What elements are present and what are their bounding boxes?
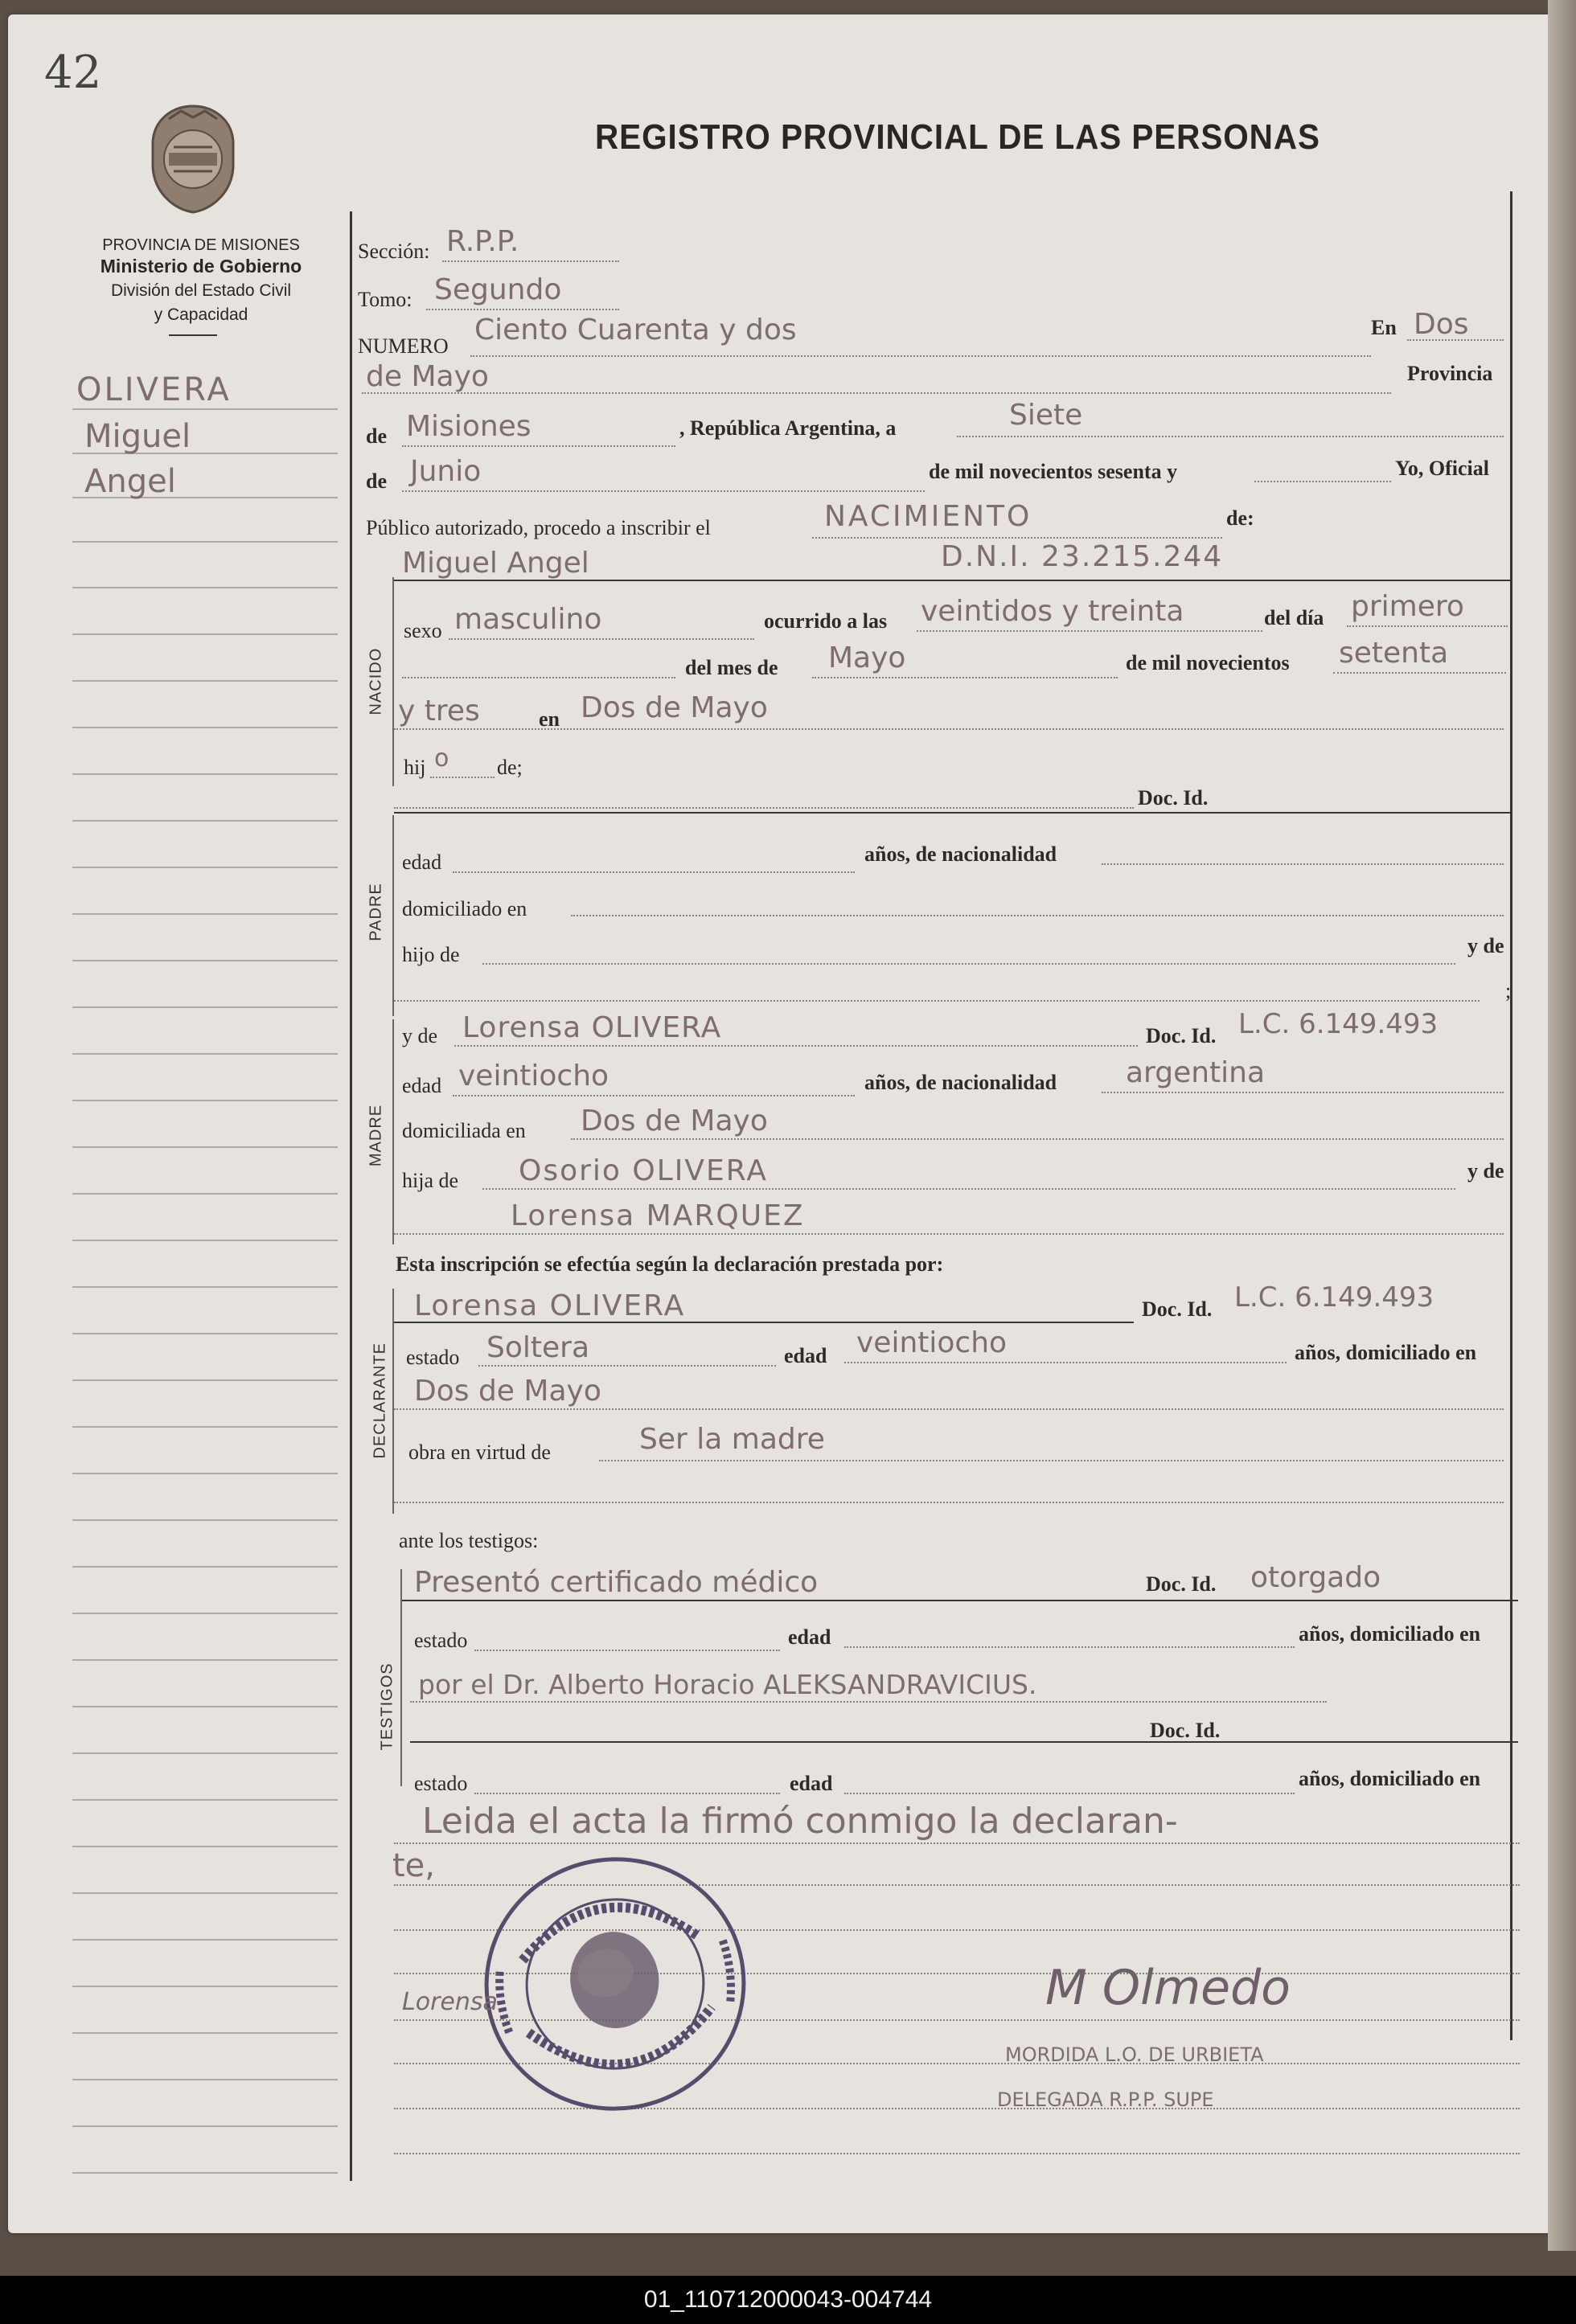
madre-nombre-value: Lorensa OLIVERA (462, 1011, 722, 1044)
oficial-signature: M Olmedo (1045, 1960, 1291, 2016)
en-value: Dos (1414, 308, 1469, 341)
madre-doc-value: L.C. 6.149.493 (1238, 1008, 1439, 1040)
hij-label: hij (404, 756, 426, 779)
inscripcion-label: Esta inscripción se efectúa según la declaración prestada por: (396, 1252, 944, 1276)
declarante-edad-label: edad (784, 1344, 827, 1367)
dia-value: primero (1351, 590, 1464, 623)
declarante-doc-id-label: Doc. Id. (1142, 1297, 1213, 1321)
numero-value: Ciento Cuarenta y dos (474, 314, 797, 346)
testigo2-estado-label: estado (414, 1772, 468, 1795)
anio-value-cont: y tres (398, 695, 480, 728)
declarante-edad-value: veintiocho (856, 1326, 1008, 1359)
declarante-estado-value: Soltera (486, 1331, 590, 1364)
de-label-1: de (366, 424, 387, 448)
margin-second-name: Angel (84, 463, 176, 500)
tomo-label: Tomo: (358, 288, 412, 311)
sexo-value: masculino (454, 603, 602, 636)
provincia-value: Misiones (406, 410, 531, 443)
padre-hijo-de-label: hijo de (402, 943, 460, 966)
madre-nacionalidad-label: años, de nacionalidad (864, 1071, 1057, 1094)
testigo1-rule (402, 1600, 1518, 1601)
testigo2-doc-id-label: Doc. Id. (1150, 1719, 1221, 1742)
padre-nacionalidad-label: años, de nacionalidad (864, 842, 1057, 866)
declarante-doc-value: L.C. 6.149.493 (1234, 1281, 1434, 1314)
register-page (8, 14, 1556, 2233)
page-number: 42 (44, 47, 102, 99)
madre-doc-id-label: Doc. Id. (1146, 1024, 1217, 1047)
madre-y-de-label: y de (402, 1024, 438, 1047)
nacido-doc-id-label: Doc. Id. (1138, 786, 1209, 810)
testigo2-edad-label: edad (790, 1772, 833, 1795)
padre-semicolon: ; (1505, 979, 1512, 1002)
madre-y-de-label-2: y de (1467, 1159, 1504, 1182)
de-colon-label: de: (1226, 506, 1254, 530)
madre-edad-label: edad (402, 1074, 442, 1097)
testigo1-cont-value: por el Dr. Alberto Horacio ALEKSANDRAVICIUS. (418, 1669, 1037, 1700)
madre-nacionalidad-value: argentina (1126, 1056, 1266, 1089)
testigo1-domiciliado-label: años, domiciliado en (1299, 1622, 1481, 1646)
padre-bracket (392, 815, 394, 1016)
de-semicolon-label: de; (497, 756, 523, 779)
madre-domiciliada-label: domiciliada en (402, 1119, 526, 1142)
testigos-bracket (400, 1569, 402, 1786)
testigo1-doc-value: otorgado (1250, 1561, 1381, 1594)
ante-testigos-label: ante los testigos: (399, 1529, 539, 1552)
abuelo-value: Osorio OLIVERA (519, 1154, 768, 1187)
padre-y-de-label: y de (1467, 934, 1504, 957)
image-filename: 01_110712000043-004744 (0, 2276, 1576, 2324)
declarante-section-label: DECLARANTE (371, 1342, 389, 1459)
abuela-value: Lorensa MARQUEZ (511, 1199, 805, 1232)
padre-edad-label: edad (402, 850, 442, 874)
nombre-value: Miguel Angel (402, 547, 589, 580)
header-rule (169, 334, 217, 336)
cierre-line2: te, (392, 1847, 436, 1884)
obra-label: obra en virtud de (408, 1441, 551, 1464)
del-mes-label: del mes de (685, 656, 778, 679)
testigo2-rule (410, 1741, 1518, 1743)
mil-novecientos-label: de mil novecientos (1126, 651, 1290, 674)
margin-first-name: Miguel (84, 418, 191, 455)
page-edge (1548, 0, 1576, 2251)
main-right-border (1510, 191, 1512, 2040)
hora-value: veintidos y treinta (921, 595, 1184, 628)
fecha-dia-value: Siete (1009, 399, 1083, 432)
declarante-domiciliado-label: años, domiciliado en (1295, 1341, 1477, 1364)
declarante-signature: Lorensa (402, 1988, 498, 2016)
obra-value: Ser la madre (639, 1423, 825, 1456)
mil-sesenta-label: de mil novecientos sesenta y (929, 460, 1178, 483)
fecha-mes-value: Junio (410, 455, 482, 488)
del-dia-label: del día (1264, 606, 1324, 629)
provincia-label: Provincia (1407, 362, 1493, 385)
madre-bracket (392, 1019, 394, 1244)
yo-oficial-label: Yo, Oficial (1395, 457, 1489, 480)
oficial-nombre-1: MORDIDA L.O. DE URBIETA (1005, 2043, 1264, 2066)
seccion-value: R.P.P. (446, 225, 519, 258)
province-label: PROVINCIA DE MISIONES (102, 236, 300, 254)
de-label-2: de (366, 469, 387, 493)
padre-domiciliado-label: domiciliado en (402, 897, 527, 920)
declarante-estado-label: estado (406, 1346, 460, 1369)
official-stamp-icon (462, 1834, 770, 2134)
seccion-label: Sección: (358, 240, 430, 263)
acto-value: NACIMIENTO (824, 500, 1032, 533)
declarante-domicilio-value: Dos de Mayo (414, 1375, 601, 1408)
tomo-value: Segundo (434, 273, 562, 306)
declarante-nombre-value: Lorensa OLIVERA (414, 1289, 686, 1322)
cierre-line1: Leida el acta la firmó conmigo la declaran- (422, 1801, 1178, 1842)
nacido-top-rule (394, 580, 1510, 581)
provincial-seal-icon (145, 103, 241, 215)
madre-edad-value: veintiocho (458, 1060, 609, 1092)
mes-value: Mayo (828, 641, 906, 674)
anio-value: setenta (1339, 637, 1449, 670)
padre-section-label: PADRE (367, 883, 385, 941)
republica-label: , República Argentina, a (679, 416, 897, 440)
ocurrido-label: ocurrido a las (764, 609, 888, 633)
publico-label: Público autorizado, procedo a inscribir el (366, 516, 711, 539)
main-left-border (350, 211, 352, 2181)
madre-domicilio-value: Dos de Mayo (581, 1105, 768, 1137)
en-label: En (1371, 316, 1397, 339)
testigo1-estado-label: estado (414, 1629, 468, 1652)
nacido-bracket (392, 577, 394, 786)
hijo-suffix-value: o (434, 744, 449, 773)
nacido-section-label: NACIDO (367, 647, 385, 715)
madre-hija-de-label: hija de (402, 1169, 459, 1192)
ministry-label: Ministerio de Gobierno (100, 256, 302, 277)
testigo2-domiciliado-label: años, domiciliado en (1299, 1767, 1481, 1790)
testigo1-doc-id-label: Doc. Id. (1146, 1572, 1217, 1596)
declarante-name-rule (394, 1322, 1134, 1323)
division-label: División del Estado Civil (110, 281, 292, 300)
oficial-nombre-2: DELEGADA R.P.P. SUPE (997, 2088, 1214, 2111)
page-title: REGISTRO PROVINCIAL DE LAS PERSONAS (595, 117, 1320, 157)
margin-surname: OLIVERA (76, 371, 232, 408)
en-value-cont: de Mayo (366, 360, 489, 393)
en-lower-label: en (539, 707, 560, 731)
madre-section-label: MADRE (367, 1104, 385, 1167)
lugar-value: Dos de Mayo (581, 691, 768, 724)
numero-label: NUMERO (358, 334, 449, 358)
testigos-section-label: TESTIGOS (378, 1662, 396, 1751)
dni-value: D.N.I. 23.215.244 (941, 540, 1224, 573)
padre-top-rule (394, 812, 1510, 814)
testigo1-edad-label: edad (788, 1625, 831, 1649)
testigo1-value: Presentó certificado médico (414, 1566, 819, 1599)
sexo-label: sexo (404, 619, 442, 642)
capacity-label: y Capacidad (154, 305, 248, 324)
